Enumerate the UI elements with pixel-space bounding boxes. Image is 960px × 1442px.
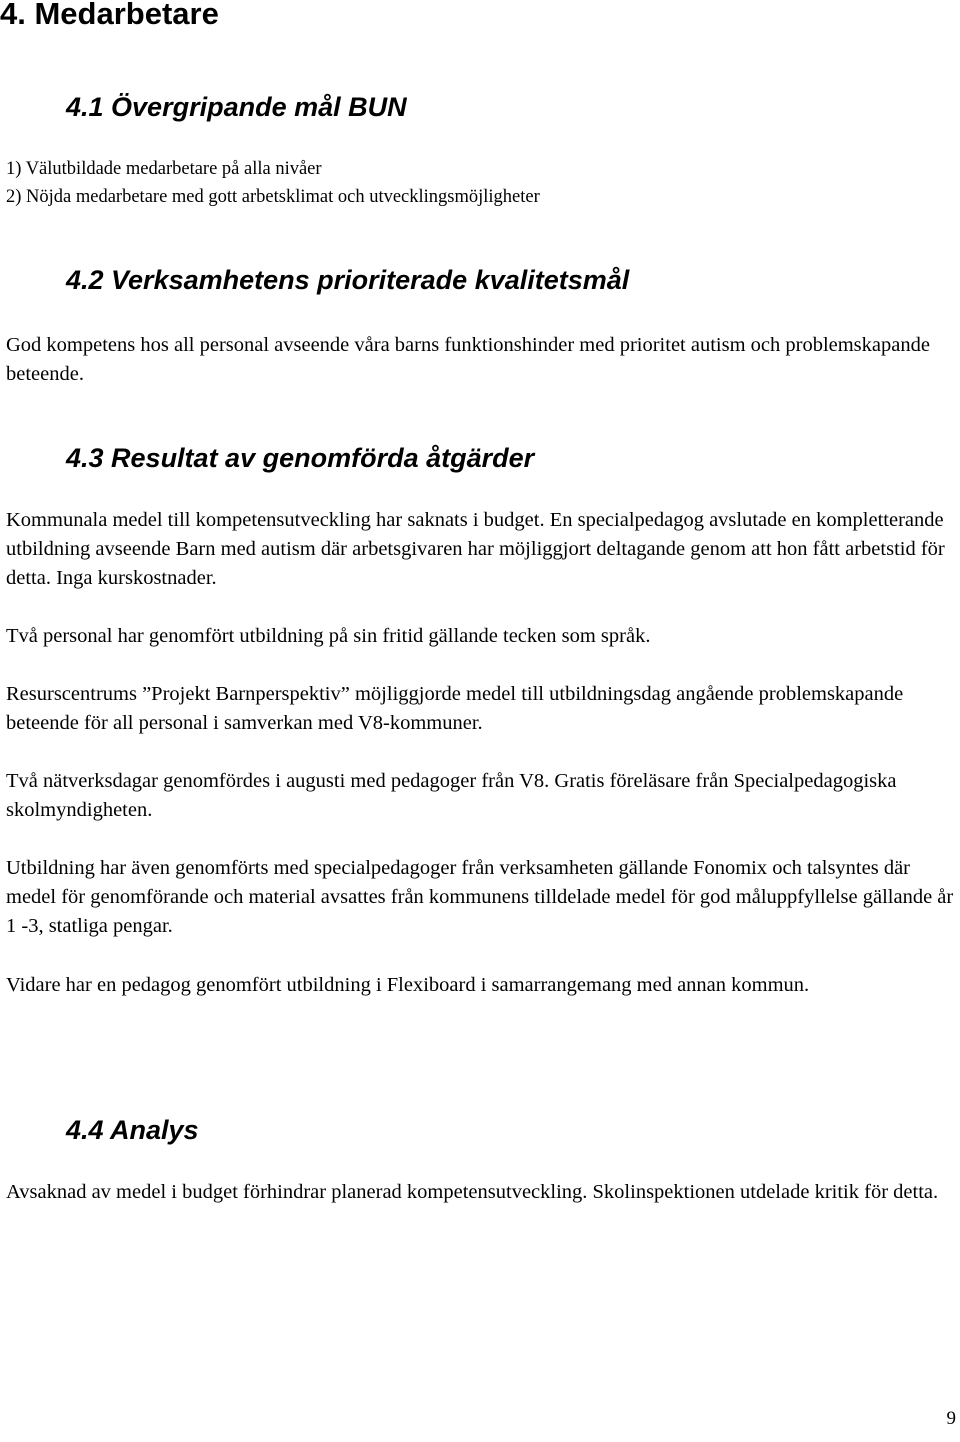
analysis-text: Avsaknad av medel i budget förhindrar planerad kompetensutveckling. Skolinspektionen utdelade kritik för detta.	[6, 1181, 939, 1203]
result-paragraph-4: Två nätverksdagar genomfördes i augusti med pedagoger från V8. Gratis föreläsare från Specialpedagogiska skolmyndigheten.	[6, 770, 897, 821]
section-heading-4-3: 4.3 Resultat av genomförda åtgärder	[66, 443, 535, 473]
goal-item-2: 2) Nöjda medarbetare med gott arbetsklimat och utvecklingsmöjligheter	[6, 187, 540, 207]
section-heading-4-4: 4.4 Analys	[66, 1115, 199, 1145]
page-number: 9	[946, 1408, 956, 1429]
chapter-title: 4. Medarbetare	[0, 0, 219, 31]
goal-item-1: 1) Välutbildade medarbetare på alla nivåer	[6, 159, 322, 179]
result-paragraph-2: Två personal har genomfört utbildning på sin fritid gällande tecken som språk.	[6, 625, 651, 647]
section-heading-4-2: 4.2 Verksamhetens prioriterade kvalitetsmål	[66, 265, 630, 295]
section-text-4-2: God kompetens hos all personal avseende våra barns funktionshinder med prioritet autism och problemskapande beteende.	[6, 334, 930, 385]
result-paragraph-5: Utbildning har även genomförts med specialpedagoger från verksamheten gällande Fonomix och talsyntes där medel för genomförande och material avsattes från kommunens tilldelade medel för god måluppfyllelse gällande år 1 -3, statliga pengar.	[6, 857, 954, 937]
result-paragraph-6: Vidare har en pedagog genomfört utbildning i Flexiboard i samarrangemang med annan kommun.	[6, 974, 810, 996]
section-heading-4-1: 4.1 Övergripande mål BUN	[66, 92, 407, 122]
result-paragraph-1: Kommunala medel till kompetensutveckling har saknats i budget. En specialpedagog avslutade en kompletterande utbildning avseende Barn med autism där arbetsgivaren har möjliggjort deltagande genom att hon fått arbetstid för detta. Inga kurskostnader.	[6, 509, 945, 589]
result-paragraph-3: Resurscentrums ”Projekt Barnperspektiv” möjliggjorde medel till utbildningsdag angående problemskapande beteende för all personal i samverkan med V8-kommuner.	[6, 683, 904, 734]
